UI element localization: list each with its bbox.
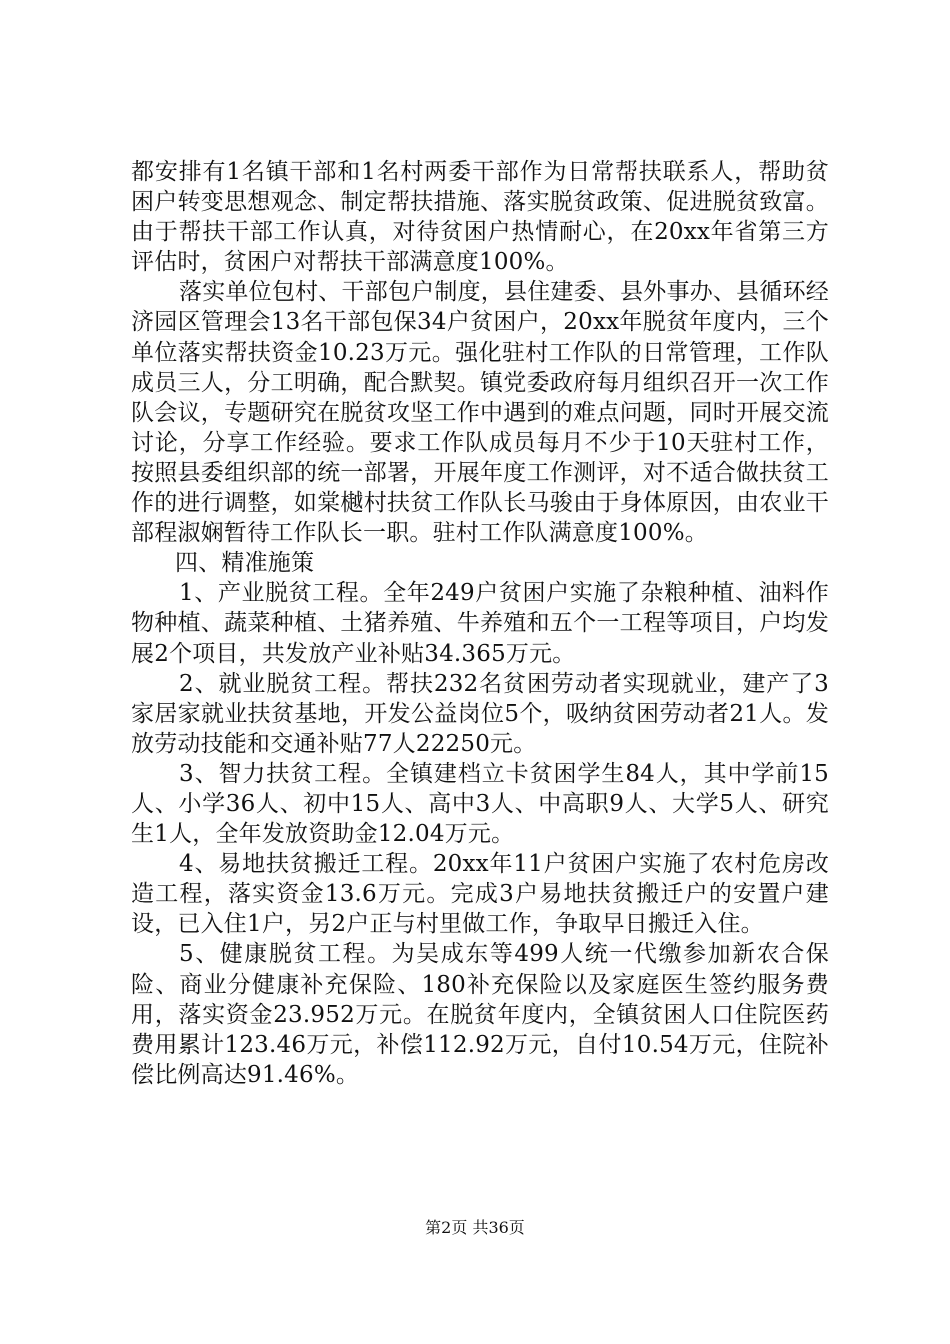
paragraph-unit-village-system: 落实单位包村、干部包户制度，县住建委、县外事办、县循环经济园区管理会13名干部包保34户贫困户，20xx年脱贫年度内，三个单位落实帮扶资金10.23万元。强化驻村工作队的日常管理，工作队成员三人，分工明确，配合默契。镇党委政府每月组织召开一次工作队会议，专题研究在脱贫攻坚工作中遇到的难点问题，同时开展交流讨论，分享工作经验。要求工作队成员每月不少于10天驻村工作，按照县委组织部的统一部署，开展年度工作测评，对不适合做扶贫工作的进行调整，如棠樾村扶贫工作队长马骏由于身体原因，由农业干部程淑娴暂待工作队长一职。驻村工作队满意度100%。 xyxy=(131,279,829,547)
paragraph-education-poverty-relief: 3、智力扶贫工程。全镇建档立卡贫困学生84人，其中学前15人、小学36人、初中15人、高中3人、中高职9人、大学5人、研究生1人，全年发放资助金12.04万元。 xyxy=(131,760,829,848)
page-number-footer: 第2页 共36页 xyxy=(425,1218,525,1237)
paragraph-health-poverty-relief: 5、健康脱贫工程。为吴成东等499人统一代缴参加新农合保险、商业分健康补充保险、180补充保险以及家庭医生签约服务费用，落实资金23.952万元。在脱贫年度内，全镇贫困人口住院医药费用累计123.46万元，补偿112.92万元，自付10.54万元，住院补偿比例高达91.46%。 xyxy=(131,941,829,1088)
paragraph-industry-poverty-relief: 1、产业脱贫工程。全年249户贫困户实施了杂粮种植、油料作物种植、蔬菜种植、土猪养殖、牛养殖和五个一工程等项目，户均发展2个项目，共发放产业补贴34.365万元。 xyxy=(131,580,829,667)
paragraph-relocation-poverty-relief: 4、易地扶贫搬迁工程。20xx年11户贫困户实施了农村危房改造工程，落实资金13.6万元。完成3户易地扶贫搬迁户的安置户建设，已入住1户，另2户正与村里做工作，争取早日搬迁入住。 xyxy=(131,851,829,938)
document-body xyxy=(131,157,829,1090)
paragraph-helper-assignment: 都安排有1名镇干部和1名村两委干部作为日常帮扶联系人，帮助贫困户转变思想观念、制定帮扶措施、落实脱贫政策、促进脱贫致富。由于帮扶干部工作认真，对待贫困户热情耐心，在20xx年省第三方评估时，贫困户对帮扶干部满意度100%。 xyxy=(131,159,829,276)
paragraph-employment-poverty-relief: 2、就业脱贫工程。帮扶232名贫困劳动者实现就业，建产了3家居家就业扶贫基地，开发公益岗位5个，吸纳贫困劳动者21人。发放劳动技能和交通补贴77人22250元。 xyxy=(131,670,829,757)
section-heading-precise-measures: 四、精准施策 xyxy=(175,550,315,577)
